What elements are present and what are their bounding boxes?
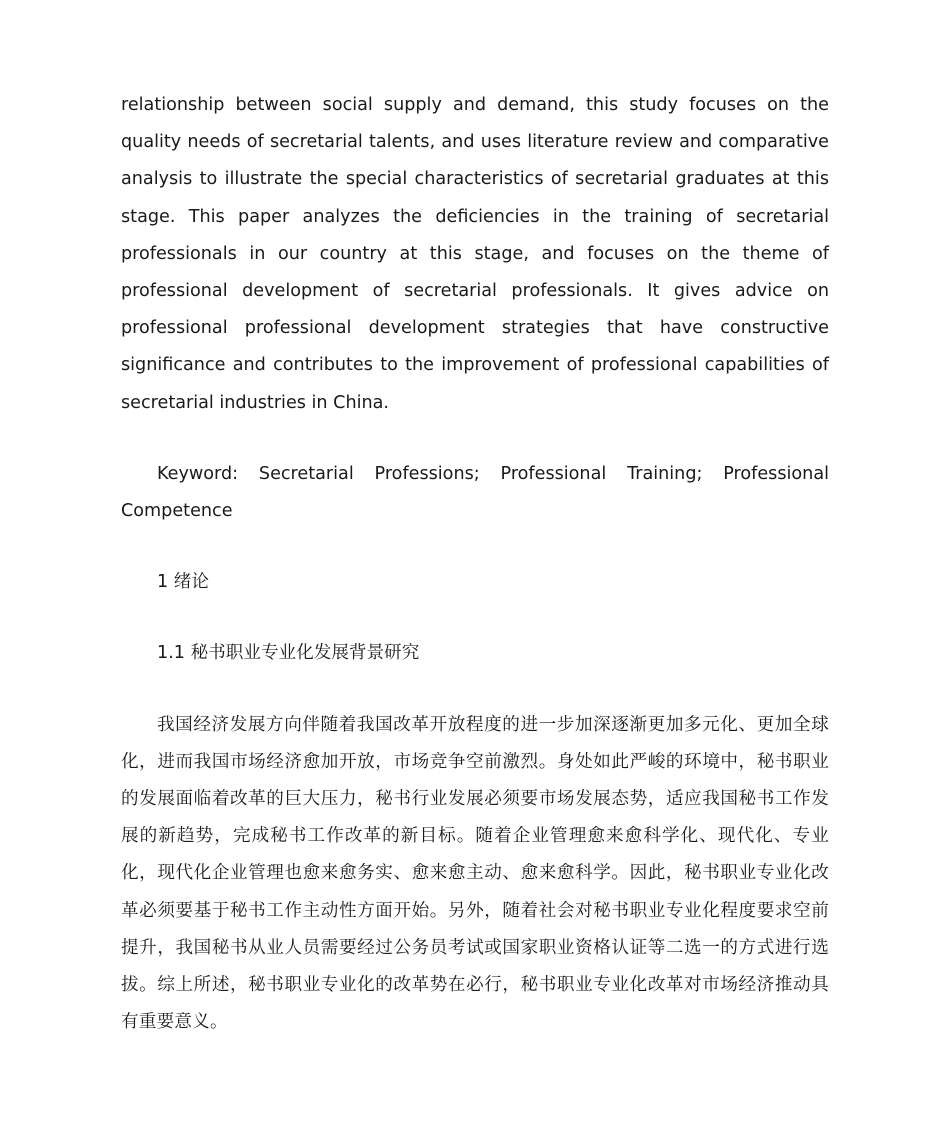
keywords-line: Keyword: Secretarial Professions; Professional Training; Professional Competence — [121, 463, 829, 522]
abstract-paragraph: relationship between social supply and demand, this study focuses on the quality needs of secretarial talents, and uses literature review and comparative analysis to illustrate the special characteristics of secretarial graduates at this stage. This paper analyzes the deficiencies in the training of secretarial professionals in our country at this stage, and focuses on the theme of professional development of secretarial professionals. It gives advice on professional professional development strategies that have constructive significance and contributes to the improvement of professional capabilities of secretarial industries in China. — [121, 95, 829, 413]
body-paragraph: 我国经济发展方向伴随着我国改革开放程度的进一步加深逐渐更加多元化、更加全球化，进而我国市场经济愈加开放，市场竞争空前激烈。身处如此严峻的环境中，秘书职业的发展面临着改革的巨大压力，秘书行业发展必须要市场发展态势，适应我国秘书工作发展的新趋势，完成秘书工作改革的新目标。随着企业管理愈来愈科学化、现代化、专业化，现代化企业管理也愈来愈务实、愈来愈主动、愈来愈科学。因此，秘书职业专业化改革必须要基于秘书工作主动性方面开始。另外，随着社会对秘书职业专业化程度要求空前提升，我国秘书从业人员需要经过公务员考试或国家职业资格认证等二选一的方式进行选拔。综上所述，秘书职业专业化的改革势在必行，秘书职业专业化改革对市场经济推动具有重要意义。 — [121, 714, 829, 1033]
subsection-heading: 1.1 秘书职业专业化发展背景研究 — [157, 643, 420, 664]
section-heading: 1 绪论 — [157, 572, 209, 593]
document-page — [121, 87, 829, 1041]
